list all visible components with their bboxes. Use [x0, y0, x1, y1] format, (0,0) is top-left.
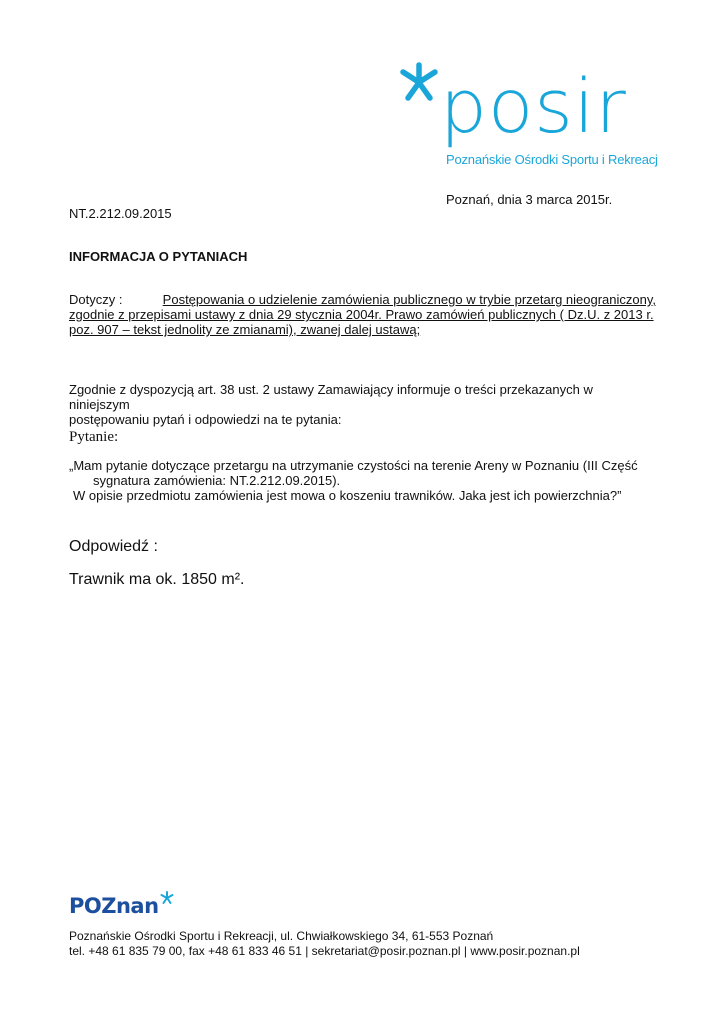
subject-prefix: Dotyczy : — [69, 292, 123, 307]
posir-wordmark: posir — [440, 64, 627, 150]
date-line: Poznań, dnia 3 marca 2015r. — [446, 192, 613, 207]
asterisk-star-icon — [398, 62, 440, 104]
question-label: Pytanie: — [69, 429, 119, 445]
posir-logo — [398, 62, 658, 172]
answer-label: Odpowiedź : — [69, 538, 158, 555]
document-title: INFORMACJA O PYTANIACH — [69, 249, 248, 264]
question-line-3: W opisie przedmiotu zamówienia jest mowa o koszeniu trawników. Jaka jest ich powierzchnia?” — [73, 488, 622, 503]
footer-contact: tel. +48 61 835 79 00, fax +48 61 833 46 51 | sekretariat@posir.poznan.pl | www.posir.poznan.pl — [69, 944, 580, 958]
intro-paragraph — [69, 382, 656, 427]
subject-line-1 — [69, 292, 656, 307]
subject-text-line-1: Postępowania o udzielenie zamówienia publicznego w trybie przetarg nieograniczony, — [162, 292, 656, 307]
question-line-1: „Mam pytanie dotyczące przetargu na utrzymanie czystości na terenie Areny w Poznaniu (III Część — [69, 458, 638, 473]
poznan-wordmark: POZnan — [69, 894, 159, 918]
subject-text-line-2: zgodnie z przepisami ustawy z dnia 29 stycznia 2004r. Prawo zamówień publicznych ( Dz.U. z 2013 r. — [69, 307, 654, 322]
asterisk-star-icon — [160, 891, 174, 905]
subject-text-line-3: poz. 907 – tekst jednolity ze zmianami), zwanej dalej ustawą; — [69, 322, 421, 337]
question-body — [69, 458, 656, 503]
question-line-2: sygnatura zamówienia: NT.2.212.09.2015). — [93, 473, 341, 488]
intro-line-2: postępowaniu pytań i odpowiedzi na te pytania: — [69, 412, 342, 427]
intro-line-1: Zgodnie z dyspozycją art. 38 ust. 2 ustawy Zamawiający informuje o treści przekazanych w niniejszym — [69, 382, 593, 412]
reference-number: NT.2.212.09.2015 — [69, 206, 172, 221]
posir-tagline: Poznańskie Ośrodki Sportu i Rekreacj — [446, 152, 658, 167]
footer-address: Poznańskie Ośrodki Sportu i Rekreacji, ul. Chwiałkowskiego 34, 61-553 Poznań — [69, 929, 494, 943]
subject-block — [69, 292, 656, 337]
poznan-logo — [69, 893, 189, 923]
answer-text: Trawnik ma ok. 1850 m². — [69, 571, 245, 588]
